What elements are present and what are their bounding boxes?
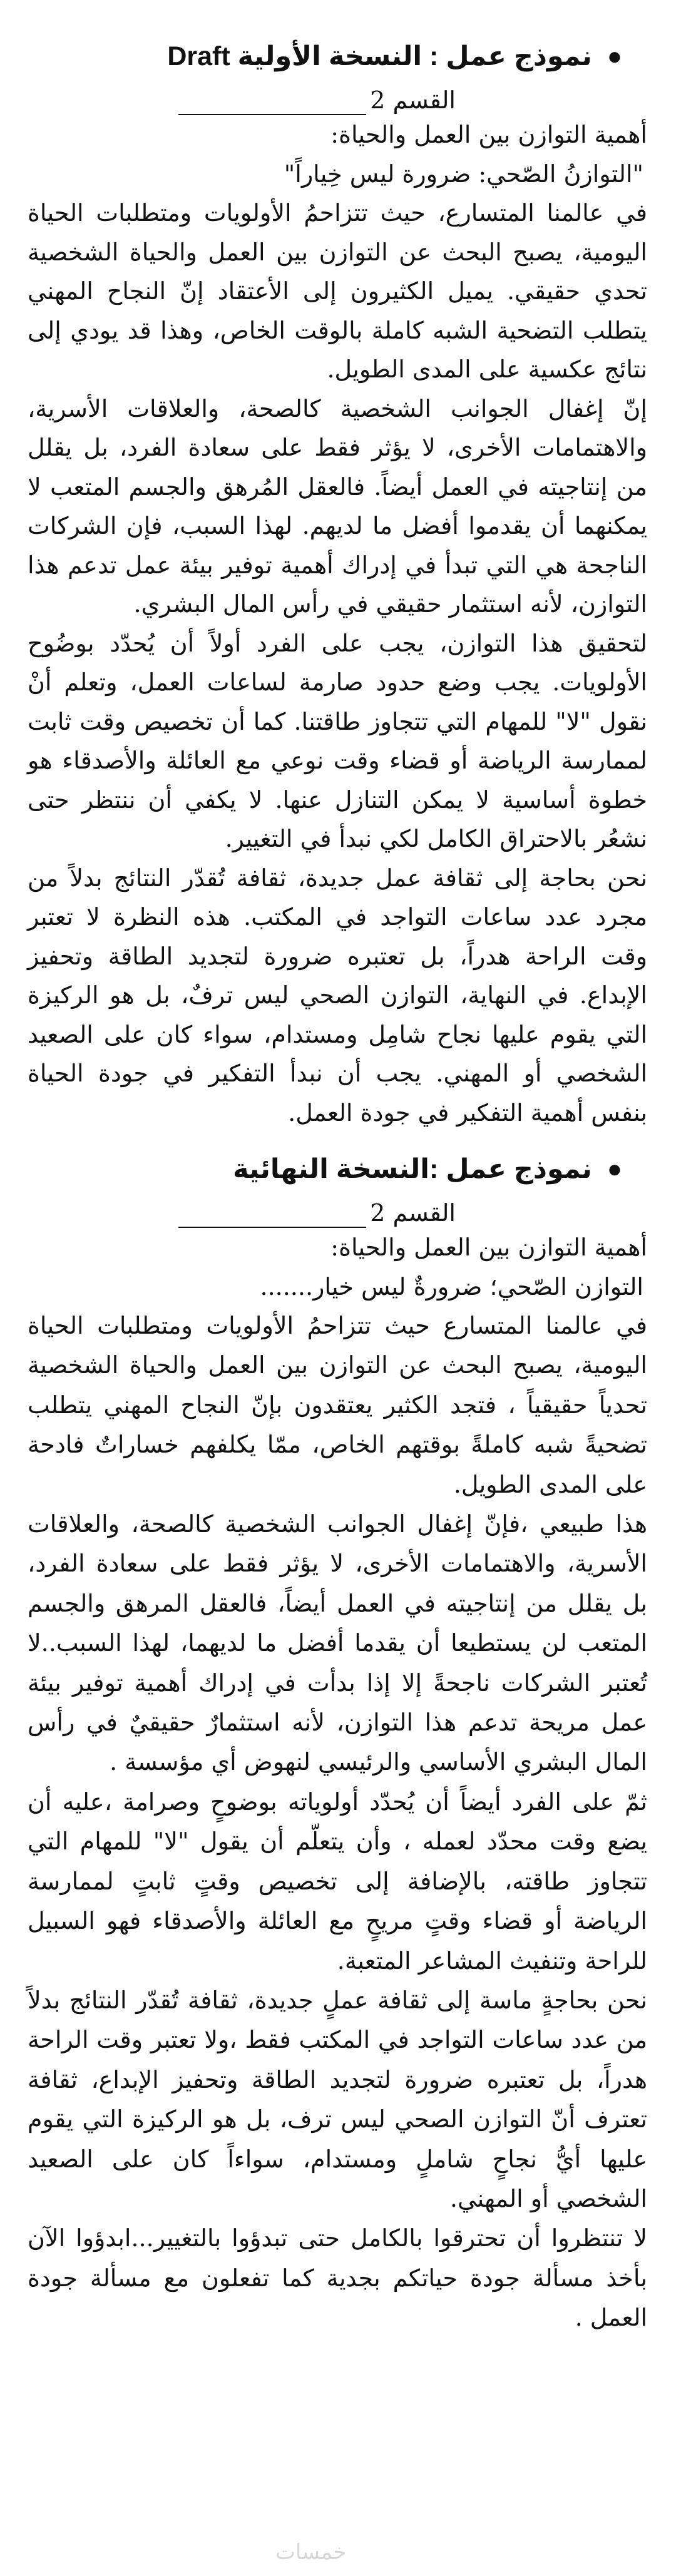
underline-rule bbox=[178, 89, 366, 115]
draft-heading: أهمية التوازن بين العمل والحياة: bbox=[330, 121, 647, 148]
draft-paragraph-3: لتحقيق هذا التوازن، يجب على الفرد أولاً أن يُحدّد بوضُوح الأولويات. يجب وضع حدود صارمة لساعات العمل، وتعلم أنْ نقول "لا" للمهام التي تتجاوز طاقتنا. كما أن تخصيص وقت ثابت لممارسة الرياضة أو قضاء وقت نوعي مع العائلة والأصدقاء هو خطوة أساسية لا يمكن التنازل عنها. لا يكفي أن ننتظر حتى نشعُر بالاحتراق الكامل لكي نبدأ في التغيير. bbox=[28, 629, 647, 852]
final-paragraph-3: ثمّ على الفرد أيضاً أن يُحدّد أولوياته بوضوحٍ وصرامة ،عليه أن يضع وقت محدّد لعمله ، وأن يتعلّم أن يقول "لا" للمهام التي تتجاوز طاقته، بالإضافة إلى تخصيص وقتٍ ثابتٍ لممارسة الرياضة أو قضاء وقتٍ مريحٍ مع العائلة والأصدقاء فهو السبيل للراحة وتنفيث المشاعر المتعبة. bbox=[28, 1787, 647, 1975]
final-title-row bbox=[28, 1150, 647, 1188]
final-paragraph-1: في عالمنا المتسارع حيث تتزاحمُ الأولويات ومتطلبات الحياة اليومية، يصبح البحث عن التوازن بين العمل والحياة الشخصية تحدياً حقيقياً ، فتجد الكثير يعتقدون بإنّ النجاح المهني يتطلب تضحيةً شبه كاملةً بوقتهم الخاص، ممّا يكلفهم خساراتٌ فادحة على المدى الطويل. bbox=[28, 1312, 647, 1498]
draft-quote: "التوازنُ الصّحي: ضرورة ليس خِياراً" bbox=[284, 160, 643, 188]
final-title: نموذج عمل :النسخة النهائية bbox=[233, 1154, 592, 1184]
draft-section bbox=[28, 38, 647, 1132]
draft-paragraph-4: نحن بحاجة إلى ثقافة عمل جديدة، ثقافة تُقدّر النتائج بدلاً من مجرد عدد ساعات التواجد في المكتب. هذه النظرة لا تعتبر وقت الراحة هدراً، بل تعتبره ضرورة لتجديد الطاقة وتحفيز الإبداع. في النهاية، التوازن الصحي ليس ترفٌ، بل هو الركيزة التي يقوم عليها نجاح شامِل ومستدام، سواء كان على الصعيد الشخصي أو المهني. يجب أن نبدأ التفكير في جودة الحياة بنفس أهمية التفكير في جودة العمل. bbox=[28, 864, 647, 1127]
final-paragraph-4: نحن بحاجةٍ ماسة إلى ثقافة عملٍ جديدة، ثقافة تُقدّر النتائج بدلاً من عدد ساعات التواجد في المكتب فقط ،ولا تعتبر وقت الراحة هدراً، بل تعتبره ضرورة لتجديد الطاقة وتحفيز الإبداع، ثقافة تعترف أنّ التوازن الصحي ليس ترف، بل هو الركيزة التي يقوم عليها أيُّ نجاحٍ شاملٍ ومستدام، سواءاً كان على الصعيد الشخصي أو المهني. bbox=[28, 1986, 647, 2212]
final-paragraph-2: هذا طبيعي ،فإنّ إغفال الجوانب الشخصية كالصحة، والعلاقات الأسرية، والاهتمامات الأخرى، لا يؤثر فقط على سعادة الفرد، بل يقلل من إنتاجيته في العمل أيضاً، فالعقل المرهق والجسم المتعب لن يستطيعا أن يقدما أفضل ما لديهما، لهذا السبب..لا تُعتبر الشركات ناجحةً إلا إذا بدأت في إدراك أهمية توفير بيئة عمل مريحة تدعم هذا التوازن، لأنه استثمارٌ حقيقيٌ في رأس المال البشري الأساسي والرئيسي لنهوض أي مؤسسة . bbox=[28, 1510, 647, 1776]
draft-paragraph-1: في عالمنا المتسارع، حيث تتزاحمُ الأولويات ومتطلبات الحياة اليومية، يصبح البحث عن التوازن بين العمل والحياة الشخصية تحدي حقيقي. يميل الكثيرون إلى الأعتقاد إنّ النجاح المهني يتطلب التضحية الشبه كاملة بالوقت الخاص، وهذا قد يودي إلى نتائج عكسية على المدى الطويل. bbox=[28, 199, 647, 383]
bullet-icon: ● bbox=[607, 43, 622, 70]
draft-title-row bbox=[28, 38, 647, 75]
final-section-label: القسم 2 bbox=[370, 1199, 456, 1227]
final-section bbox=[28, 1150, 647, 2338]
underline-rule bbox=[178, 1202, 366, 1228]
draft-section-label: القسم 2 bbox=[370, 86, 456, 114]
final-heading: أهمية التوازن بين العمل والحياة: bbox=[330, 1234, 647, 1261]
draft-section-label-line bbox=[28, 79, 647, 115]
bullet-icon: ● bbox=[607, 1155, 622, 1183]
final-paragraph-5: لا تنتظروا أن تحترقوا بالكامل حتى تبدؤوا بالتغيير...ابدؤوا الآن بأخذ مسألة جودة حياتكم بجدية كما تفعلون مع مسألة جودة العمل . bbox=[28, 2224, 647, 2332]
draft-title: نموذج عمل : النسخة الأولية Draft bbox=[167, 41, 592, 71]
final-section-label-line bbox=[28, 1192, 647, 1228]
final-quote: التوازن الصّحي؛ ضرورةٌ ليس خيار....... bbox=[260, 1272, 643, 1301]
draft-paragraph-2: إنّ إغفال الجوانب الشخصية كالصحة، والعلاقات الأسرية، والاهتمامات الأخرى، لا يؤثر فقط على سعادة الفرد، بل يقلل من إنتاجيته في العمل أيضاً. فالعقل المُرهق والجسم المتعب لا يمكنهما أن يقدموا أفضل ما لديهم. لهذا السبب، فإن الشركات الناجحة هي التي تبدأ في إدراك أهمية توفير بيئة عمل تدعم هذا التوازن، لأنه استثمار حقيقي في رأس المال البشري. bbox=[28, 394, 647, 618]
watermark-logo: خمسات bbox=[275, 2540, 347, 2565]
